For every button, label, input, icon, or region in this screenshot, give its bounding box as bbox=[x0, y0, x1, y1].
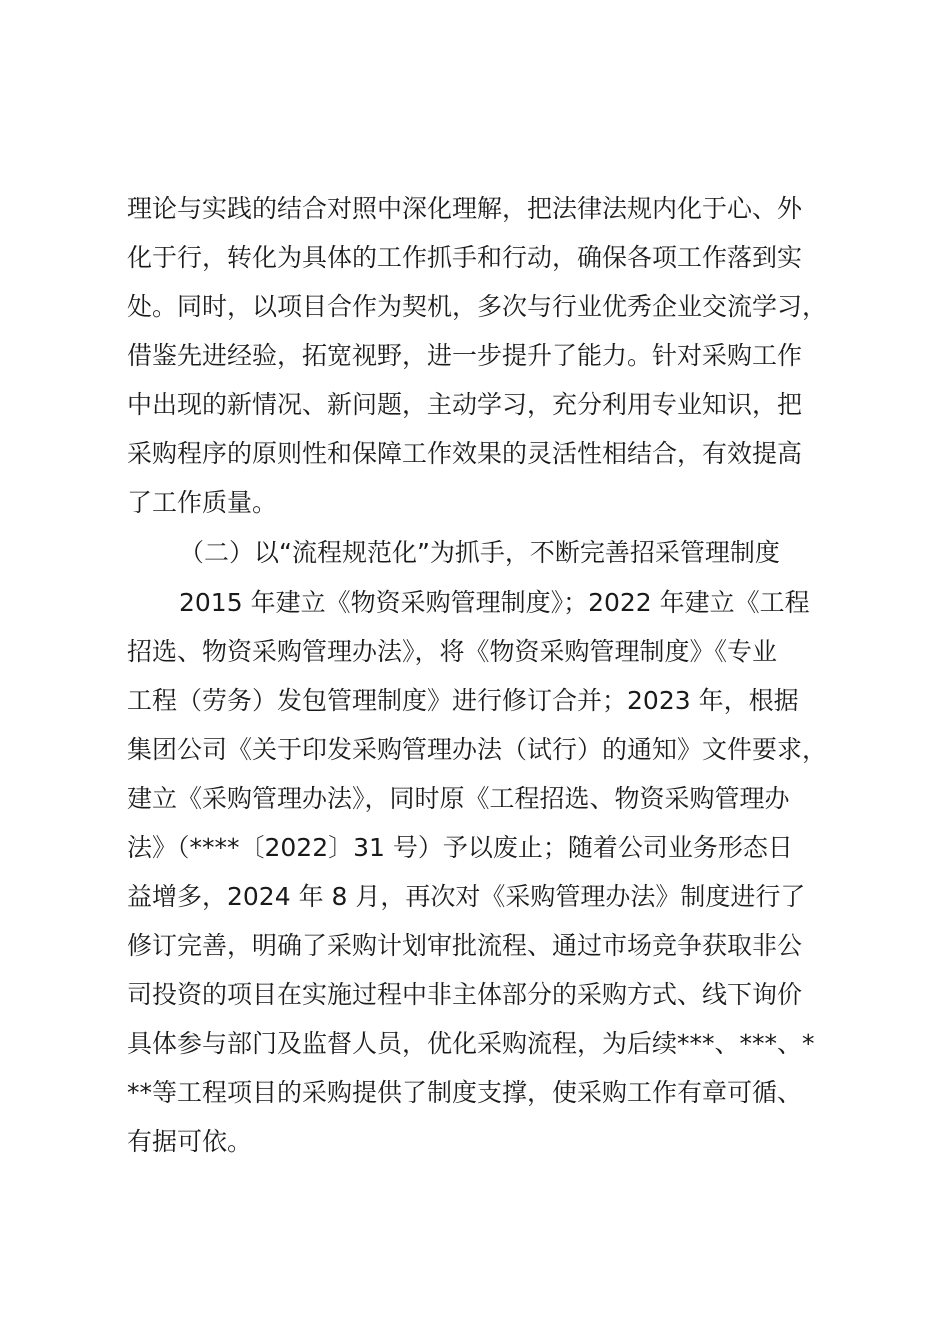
paragraph-continued bbox=[127, 184, 867, 527]
text-line: 司投资的项目在实施过程中非主体部分的采购方式、线下询价 bbox=[127, 980, 803, 1009]
section-heading: （二）以“流程规范化”为抓手，不断完善招采管理制度 bbox=[179, 538, 780, 567]
text-line: 集团公司《关于印发采购管理办法（试行）的通知》文件要求， bbox=[127, 735, 828, 764]
text-line: 处。同时，以项目合作为契机，多次与行业优秀企业交流学习， bbox=[127, 292, 828, 321]
text-line: 建立《采购管理办法》，同时原《工程招选、物资采购管理办 bbox=[127, 784, 790, 813]
text-line: 理论与实践的结合对照中深化理解，把法律法规内化于心、外 bbox=[127, 194, 803, 223]
text-line: **等工程项目的采购提供了制度支撑，使采购工作有章可循、 bbox=[127, 1078, 803, 1107]
paragraph bbox=[127, 578, 867, 1166]
text-line: 了工作质量。 bbox=[127, 488, 278, 517]
text-line: 采购程序的原则性和保障工作效果的灵活性相结合，有效提高 bbox=[127, 439, 803, 468]
text-line: 有据可依。 bbox=[127, 1127, 253, 1156]
text-line: 具体参与部门及监督人员，优化采购流程，为后续***、***、* bbox=[127, 1029, 815, 1058]
text-line: 法》（****〔2022〕31 号）予以废止；随着公司业务形态日 bbox=[127, 833, 793, 862]
text-line: 借鉴先进经验，拓宽视野，进一步提升了能力。针对采购工作 bbox=[127, 341, 803, 370]
text-line: 招选、物资采购管理办法》，将《物资采购管理制度》《专业 bbox=[127, 637, 778, 666]
text-line: 2015 年建立《物资采购管理制度》；2022 年建立《工程 bbox=[179, 588, 810, 617]
text-line: 工程（劳务）发包管理制度》进行修订合并；2023 年，根据 bbox=[127, 686, 799, 715]
text-line: 中出现的新情况、新问题，主动学习，充分利用专业知识，把 bbox=[127, 390, 803, 419]
text-line: 修订完善，明确了采购计划审批流程、通过市场竞争获取非公 bbox=[127, 931, 803, 960]
section-heading-block bbox=[127, 528, 867, 577]
text-line: 益增多，2024 年 8 月，再次对《采购管理办法》制度进行了 bbox=[127, 882, 806, 911]
text-line: 化于行，转化为具体的工作抓手和行动，确保各项工作落到实 bbox=[127, 243, 803, 272]
